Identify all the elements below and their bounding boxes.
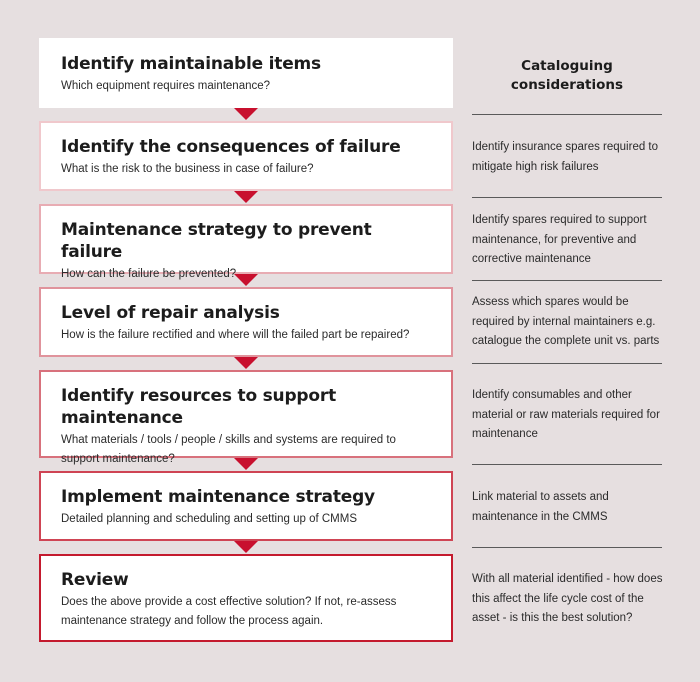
arrow-down-icon [234,357,258,369]
consideration-note: Identify spares required to support maintenance, for preventive and corrective maintenance [472,214,647,265]
arrow-down-icon [234,191,258,203]
step-implement-strategy [39,471,453,541]
divider [472,464,662,465]
step-title: Identify resources to support maintenance [61,386,336,428]
divider [472,280,662,281]
consideration-note: With all material identified - how does this affect the life cycle cost of the asset - is this the best solution? [472,573,663,624]
divider [472,197,662,198]
step-title: Maintenance strategy to prevent failure [61,220,372,262]
consideration-note: Identify consumables and other material or raw materials required for maintenance [472,389,660,440]
step-consequences-of-failure [39,121,453,191]
step-review [39,554,453,642]
step-title: Level of repair analysis [61,303,280,323]
step-title: Review [61,570,129,590]
step-level-of-repair [39,287,453,357]
step-title: Identify maintainable items [61,54,321,74]
step-title: Identify the consequences of failure [61,137,401,157]
step-description: How is the failure rectified and where will the failed part be repaired? [61,329,410,341]
arrow-down-icon [234,108,258,120]
divider [472,114,662,115]
step-maintenance-strategy [39,204,453,280]
arrow-down-icon [234,541,258,553]
step-title: Implement maintenance strategy [61,487,375,507]
consideration-note: Link material to assets and maintenance in the CMMS [472,491,609,523]
step-description: What materials / tools / people / skills and systems are required to support maintenance? [61,434,396,465]
step-description: Which equipment requires maintenance? [61,80,271,92]
consideration-note: Assess which spares would be required by internal maintainers e.g. catalogue the complete unit vs. parts [472,296,660,347]
consideration-note: Identify insurance spares required to mitigate high risk failures [472,141,659,173]
step-description: Does the above provide a cost effective solution? If not, re-assess maintenance strategy and follow the process again. [61,596,397,627]
considerations-heading: Cataloguing considerations [510,58,624,93]
step-description: How can the failure be prevented? [61,268,237,280]
step-description: Detailed planning and scheduling and setting up of CMMS [61,513,357,525]
divider [472,547,662,548]
divider [472,363,662,364]
step-identify-resources [39,370,453,465]
step-description: What is the risk to the business in case of failure? [61,163,314,175]
arrow-down-icon [234,458,258,470]
arrow-down-icon [234,274,258,286]
step-identify-items [39,38,453,108]
